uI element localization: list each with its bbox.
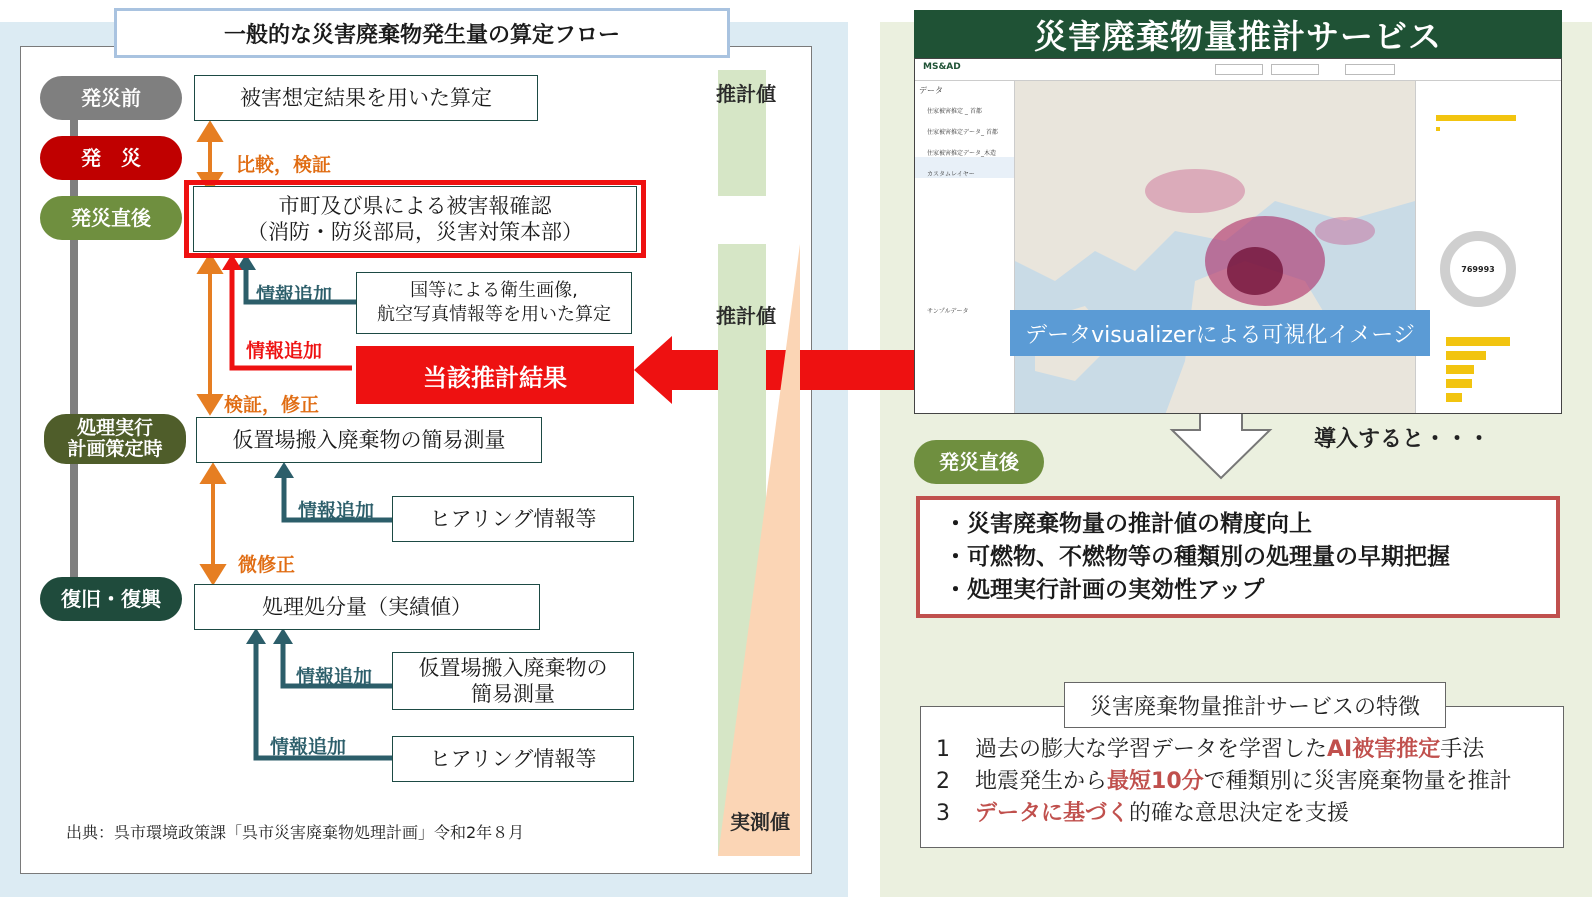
stage-plan-formulation xyxy=(44,414,186,464)
side-label-measured: 実測値 xyxy=(730,810,790,834)
chart-bar xyxy=(1436,115,1516,121)
stage-recovery: 復旧・復興 xyxy=(40,577,182,621)
box-satellite-imagery xyxy=(356,272,632,334)
intro-text: 導入すると・・・ xyxy=(1314,427,1491,452)
box-temporary-site-survey: 仮置場搬入廃棄物の簡易測量 xyxy=(196,417,542,463)
satellite-line-2: 航空写真情報等を用いた算定 xyxy=(377,304,611,325)
map-toolbar-button xyxy=(1271,64,1319,75)
feature-highlight: データに基づく xyxy=(975,801,1130,826)
box-hearing-info-2: ヒアリング情報等 xyxy=(392,736,634,782)
stage-immediately-after: 発災直後 xyxy=(40,196,182,240)
temp2-line-1: 仮置場搬入廃棄物の xyxy=(418,656,608,680)
chart-bar xyxy=(1446,393,1462,402)
feature-highlight: 最短10分 xyxy=(1107,769,1204,794)
box-temporary-site-survey-2 xyxy=(392,652,634,710)
label-add-info-1: 情報追加 xyxy=(256,284,333,306)
chart-bar xyxy=(1436,127,1440,131)
map-layer-item: カスタムレイヤー xyxy=(915,157,1014,178)
feature-text: 過去の膨大な学習データを学習した xyxy=(975,737,1328,762)
feature-number: 3 xyxy=(936,801,950,826)
label-verify-correct: 検証，修正 xyxy=(224,394,320,416)
map-layer-item: 住家被害推定データ_木造 xyxy=(927,150,997,157)
temp2-line-2: 簡易測量 xyxy=(471,682,555,706)
side-label-estimate-1: 推計値 xyxy=(716,82,776,106)
damage-report-line-2: （消防・防災部局，災害対策本部） xyxy=(247,220,583,244)
damage-report-line-1: 市町及び県による被害報確認 xyxy=(278,194,552,218)
box-hearing-info-1: ヒアリング情報等 xyxy=(392,496,634,542)
feature-highlight: AI被害推定 xyxy=(1327,737,1441,762)
chart-bar xyxy=(1446,351,1486,360)
label-compare-verify: 比較，検証 xyxy=(236,154,332,176)
map-toolbar-button xyxy=(1215,64,1263,75)
map-charts-panel xyxy=(1415,81,1561,414)
box-damage-report xyxy=(193,186,637,252)
label-add-info-4: 情報追加 xyxy=(270,736,347,758)
benefit-item: ・災害廃棄物量の推計値の精度向上 xyxy=(944,511,1312,537)
label-add-info-3: 情報追加 xyxy=(296,666,373,688)
feature-text: 手法 xyxy=(1440,737,1485,762)
visualizer-caption: データvisualizerによる可視化イメージ xyxy=(1010,310,1430,356)
feature-text: 的確な意思決定を支援 xyxy=(1129,801,1350,826)
label-minor-correction: 微修正 xyxy=(238,554,296,576)
map-layer-item: サンプルデータ xyxy=(927,308,969,315)
box-estimation-result: 当該推計結果 xyxy=(356,346,634,404)
map-donut: 769993 xyxy=(1440,231,1516,307)
benefit-item: ・可燃物、不燃物等の種類別の処理量の早期把握 xyxy=(944,544,1450,570)
stage-plan-line-2: 計画策定時 xyxy=(67,438,163,460)
box-actual-disposal: 処理処分量（実績値） xyxy=(194,584,540,630)
map-layer-item: 住家被害推定データ_ 首都 xyxy=(927,129,998,136)
visualizer-screenshot xyxy=(914,58,1562,414)
flow-title: 一般的な災害廃棄物発生量の算定フロー xyxy=(114,8,730,58)
feature-number: 1 xyxy=(936,737,950,762)
map-toolbar-select xyxy=(1345,64,1395,75)
feature-text: で種類別に災害廃棄物量を推計 xyxy=(1203,769,1512,794)
feature-item xyxy=(936,732,1484,763)
stage-pre-disaster: 発災前 xyxy=(40,76,182,120)
map-panel-title: データ xyxy=(919,86,943,95)
map-toolbar xyxy=(915,59,1561,81)
feature-item xyxy=(936,796,1349,827)
side-label-estimate-2: 推計値 xyxy=(716,304,776,328)
chart-bar xyxy=(1446,337,1510,346)
chart-bar xyxy=(1446,365,1474,374)
features-title: 災害廃棄物量推計サービスの特徴 xyxy=(1064,682,1446,728)
map-canvas xyxy=(1015,81,1415,414)
stage-plan-line-1: 処理実行 xyxy=(76,417,153,439)
benefits-box xyxy=(916,496,1560,618)
feature-item xyxy=(936,764,1512,795)
feature-number: 2 xyxy=(936,769,950,794)
chart-bar xyxy=(1446,379,1472,388)
benefit-item: ・処理実行計画の実効性アップ xyxy=(944,577,1265,603)
label-add-info-red: 情報追加 xyxy=(246,340,323,362)
box-damage-estimation: 被害想定結果を用いた算定 xyxy=(194,75,538,121)
map-layer-item: 住家被害推定 _ 首都 xyxy=(927,108,982,115)
satellite-line-1: 国等による衛生画像, xyxy=(410,280,578,301)
feature-text: 地震発生から xyxy=(975,769,1108,794)
source-citation: 出典：呉市環境政策課「呉市災害廃棄物処理計画」令和2年８月 xyxy=(66,823,525,842)
stage-immediately-after-right: 発災直後 xyxy=(914,440,1044,484)
map-logo: MS&AD xyxy=(923,62,961,72)
stage-disaster: 発 災 xyxy=(40,136,182,180)
label-add-info-2: 情報追加 xyxy=(298,500,375,522)
service-title: 災害廃棄物量推計サービス xyxy=(914,10,1562,58)
map-layer-panel xyxy=(915,81,1015,414)
